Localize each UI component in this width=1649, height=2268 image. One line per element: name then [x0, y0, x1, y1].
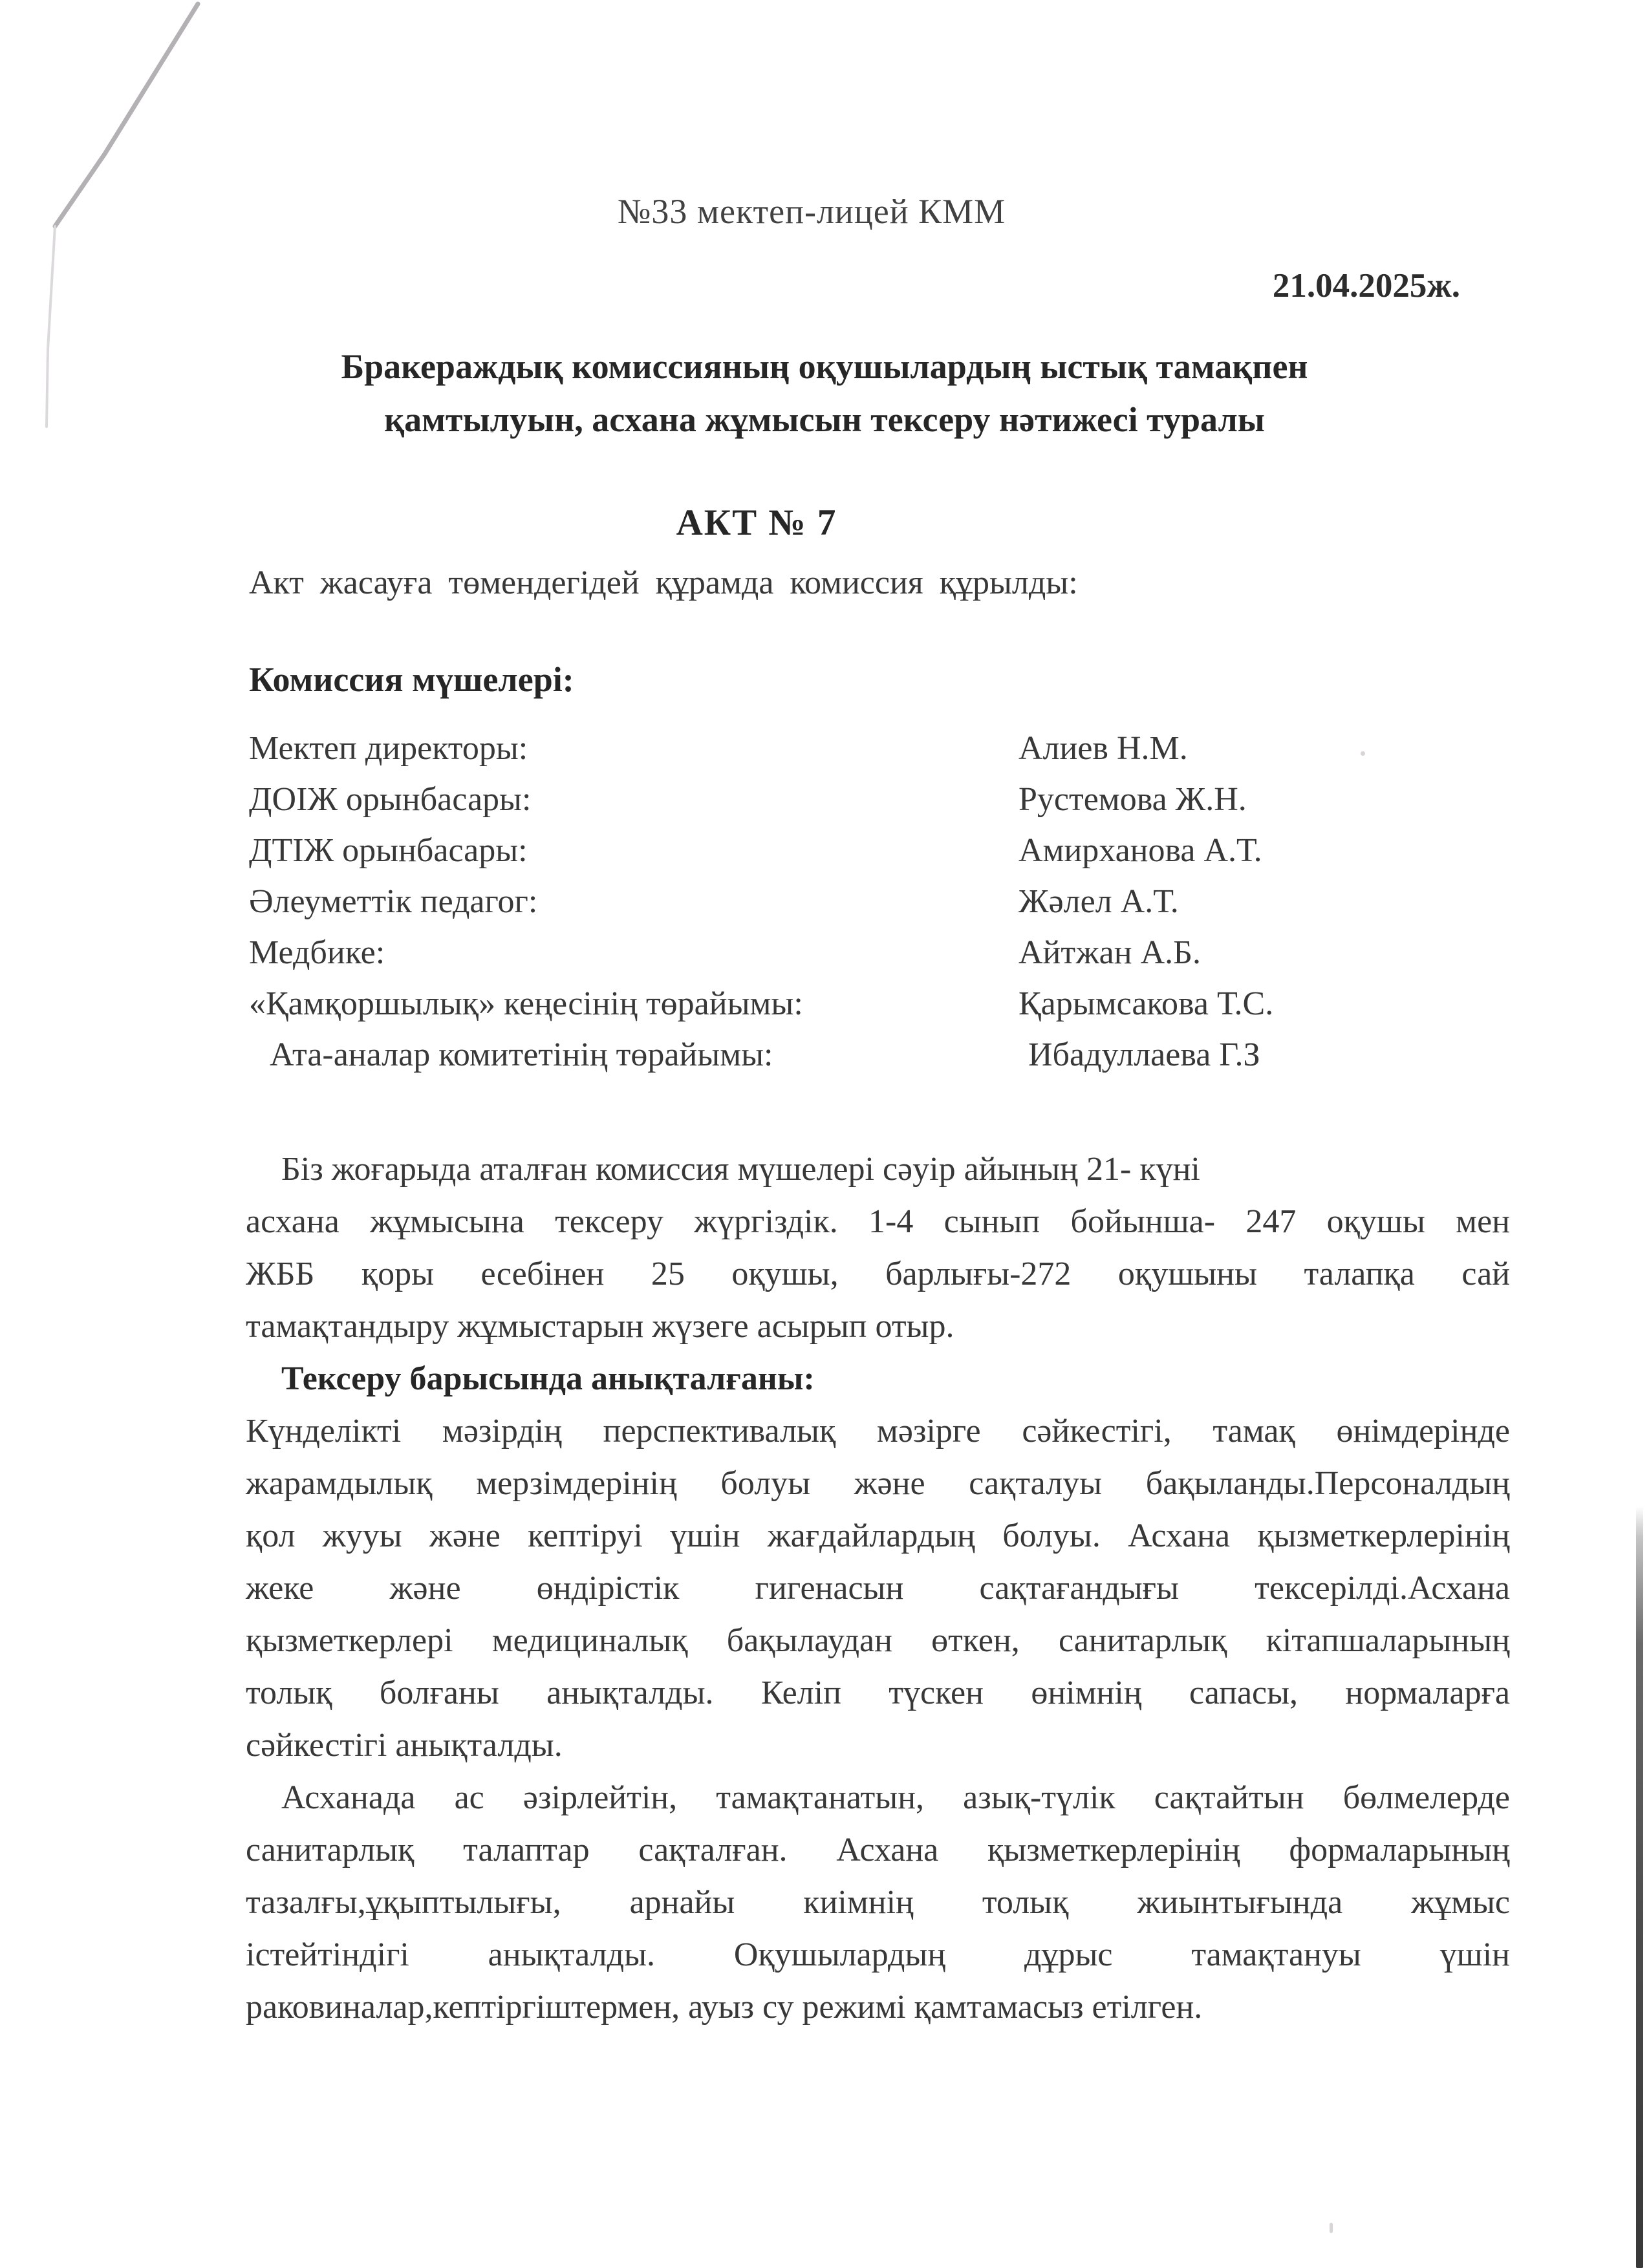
member-name: Қарымсакова Т.С. — [1018, 985, 1274, 1022]
member-role: ДОІЖ орынбасары: — [249, 781, 532, 818]
member-row — [249, 978, 1510, 1029]
member-row — [249, 723, 1510, 774]
document-date: 21.04.2025ж. — [1272, 267, 1460, 305]
body-line: қол жууы және кептіруі үшін жағдайлардың болуы. Асхана қызметкерлерінің — [246, 1517, 1510, 1554]
members-heading: Комиссия мүшелері: — [249, 660, 574, 699]
school-name-title: №33 мектеп-лицей КММ — [617, 192, 1006, 231]
member-row — [249, 825, 1510, 876]
findings-heading: Тексеру барысында анықталғаны: — [281, 1360, 815, 1397]
body-line: тамақтандыру жұмыстарын жүзеге асырып отыр. — [246, 1308, 954, 1345]
subject-line-1: Бракераждық комиссияның оқушылардың ыстық тамақпен — [341, 347, 1308, 386]
body-line: раковиналар,кептіргіштермен, ауыз су режимі қамтамасыз етілген. — [246, 1989, 1203, 2026]
member-role: Мектеп директоры: — [249, 730, 528, 767]
body-line: толық болғаны анықталды. Келіп түскен өнімнің сапасы, нормаларға — [246, 1674, 1510, 1711]
body-line: Күнделікті мәзірдің перспективалық мәзірге сәйкестігі, тамақ өнімдерінде — [246, 1413, 1510, 1450]
body-line: жеке және өндірістік гигенасын сақтағандығы тексерілді.Асхана — [246, 1570, 1510, 1607]
member-name: Ибадуллаева Г.З — [1028, 1036, 1260, 1073]
body-line: Біз жоғарыда аталған комиссия мүшелері сәуір айының 21- күні — [281, 1151, 1200, 1188]
body-line: қызметкерлері медициналық бақылаудан өткен, санитарлық кітапшаларының — [246, 1622, 1510, 1659]
document-subject — [246, 340, 1403, 446]
body-line: істейтіндігі анықталды. Оқушылардың дұрыс тамақтануы үшін — [246, 1936, 1510, 1973]
body-line: тазалғы,ұқыптылығы, арнайы киімнің толық жиынтығында жұмыс — [246, 1884, 1510, 1921]
member-role: Медбике: — [249, 934, 385, 971]
member-row — [249, 1029, 1510, 1080]
commission-members-list — [249, 723, 1510, 1080]
body-line: асхана жұмысына тексеру жүргіздік. 1-4 сынып бойынша- 247 оқушы мен — [246, 1203, 1510, 1240]
act-number-title: АКТ № 7 — [676, 502, 837, 543]
body-line: жарамдылық мерзімдерінің болуы және сақталуы бақыланды.Персоналдың — [246, 1465, 1510, 1502]
report-body — [246, 1143, 1510, 2033]
subject-line-2: қамтылуын, асхана жұмысын тексеру нәтижесі туралы — [384, 400, 1265, 439]
member-name: Айтжан А.Б. — [1018, 934, 1201, 971]
commission-intro-line: Акт жасауға төмендегідей құрамда комиссия құрылды: — [249, 564, 1078, 601]
member-name: Амирханова А.Т. — [1018, 832, 1262, 869]
member-role: Ата-аналар комитетінің төрайымы: — [270, 1036, 773, 1073]
member-row — [249, 876, 1510, 927]
scanner-edge-shadow — [1636, 1506, 1643, 2268]
member-role: ДТІЖ орынбасары: — [249, 832, 528, 869]
member-role: Әлеуметтік педагог: — [249, 883, 538, 920]
dust-speck — [1330, 2223, 1333, 2233]
body-line: ЖББ қоры есебінен 25 оқушы, барлығы-272 оқушыны талапқа сай — [246, 1256, 1510, 1292]
body-line: сәйкестігі анықталды. — [246, 1727, 563, 1764]
body-line: санитарлық талаптар сақталған. Асхана қызметкерлерінің формаларының — [246, 1832, 1510, 1868]
member-name: Рустемова Ж.Н. — [1018, 781, 1247, 818]
member-role: «Қамқоршылық» кеңесінің төрайымы: — [249, 985, 803, 1022]
member-row — [249, 774, 1510, 825]
member-name: Жәлел А.Т. — [1018, 883, 1179, 920]
member-name: Алиев Н.М. — [1018, 730, 1188, 767]
member-row — [249, 927, 1510, 978]
body-line: Асханада ас әзірлейтін, тамақтанатын, азық-түлік сақтайтын бөлмелерде — [281, 1779, 1510, 1816]
